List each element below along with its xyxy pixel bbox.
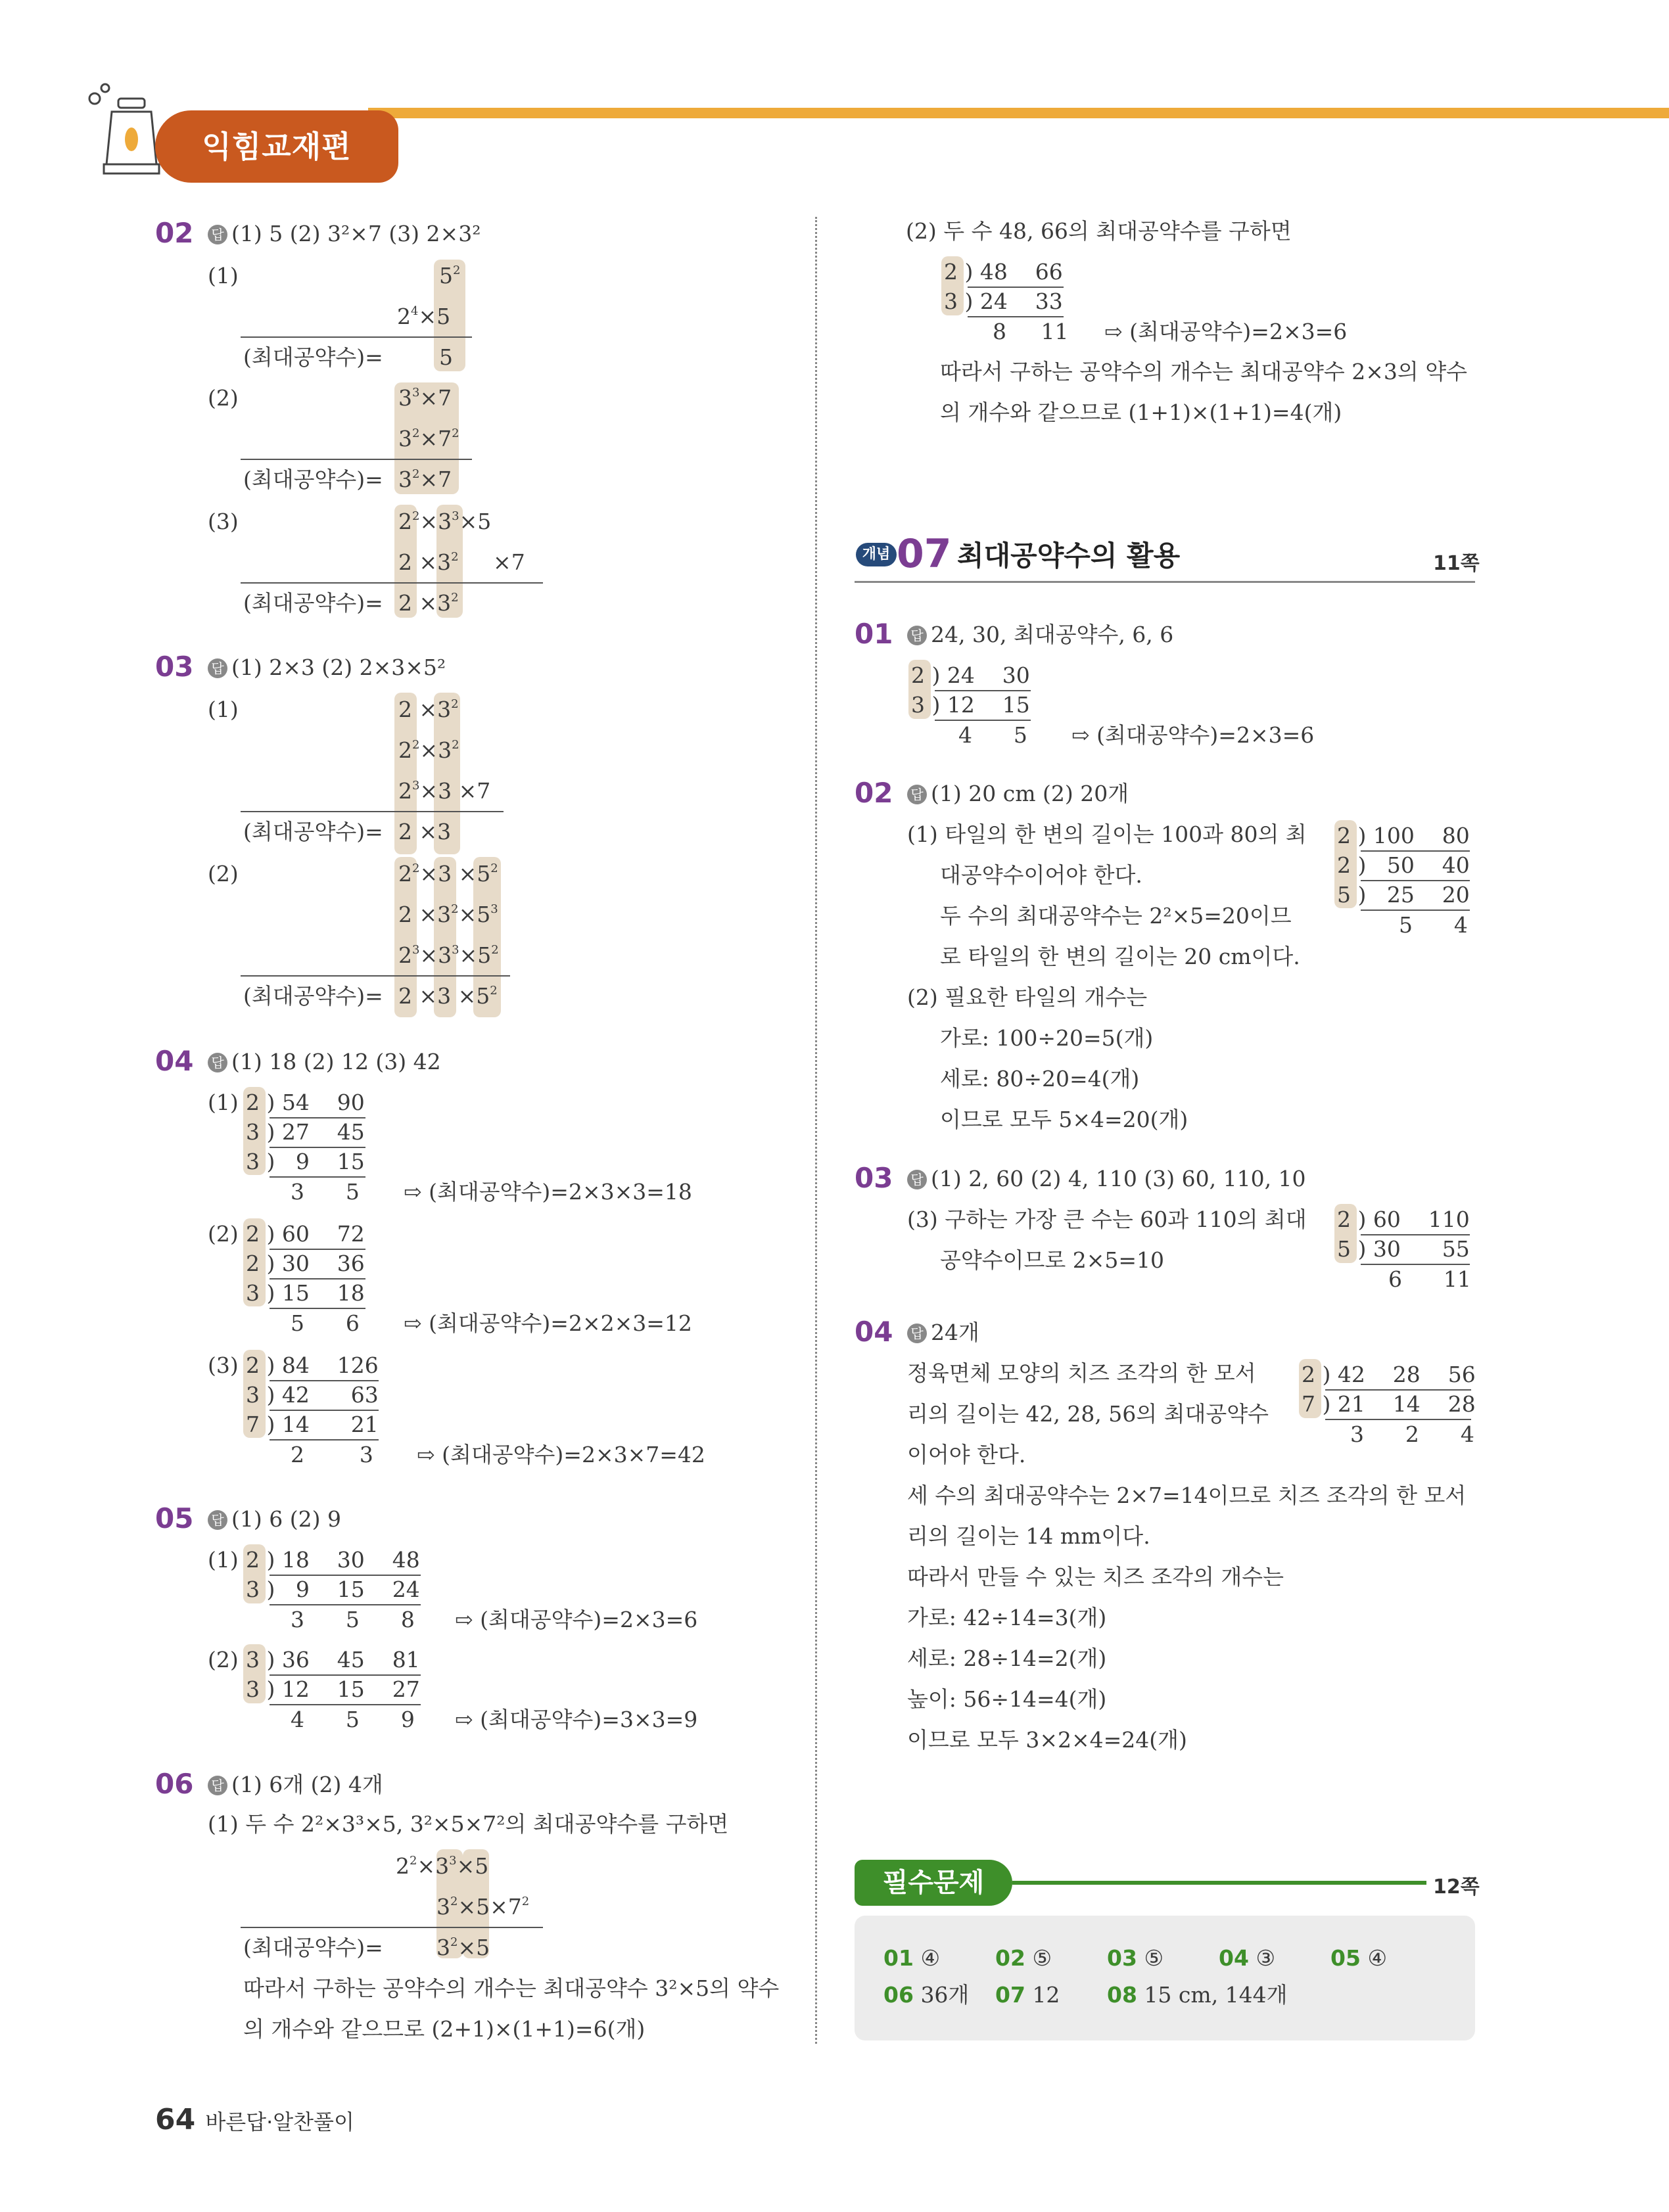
text-line: 가로: 42÷14=3(개)	[907, 1605, 1107, 1630]
division-row: 2 ) 42 28 56	[1302, 1362, 1476, 1387]
result: ⇨ (최대공약수)=2×3=6	[1104, 319, 1348, 344]
text-line: 리의 길이는 14 mm이다.	[907, 1523, 1150, 1549]
gcd-value: 2 ×3	[398, 819, 452, 844]
part-label: (1)	[208, 263, 239, 288]
division-row: 3 ) 12 15	[911, 692, 1030, 718]
answer-icon: 답	[208, 1776, 227, 1795]
part-label: (1)	[208, 1090, 239, 1115]
question-number: 04	[855, 1316, 893, 1348]
text-line: 의 개수와 같으므로 (1+1)×(1+1)=4(개)	[940, 400, 1342, 425]
division-row: 3 ) 15 18	[246, 1280, 365, 1306]
part-label: (2)	[208, 1647, 239, 1672]
division-row: 2 ) 84 126	[246, 1352, 379, 1378]
rule	[241, 459, 472, 460]
book-title: 바른답·알찬풀이	[205, 2109, 354, 2134]
part-label: (2)	[208, 861, 239, 887]
answer-icon: 답	[907, 626, 927, 645]
factor-row: $2^2\times 3^3\times 5$	[398, 509, 492, 534]
rule	[270, 1117, 365, 1118]
rule	[241, 811, 504, 812]
rule	[968, 287, 1064, 288]
required-answers-box	[855, 1916, 1475, 2040]
factor-row: $2 \times 3^2$	[398, 697, 459, 722]
text-line: 이므로 모두 5×4=20(개)	[940, 1107, 1188, 1132]
required-answer: 06 36개	[883, 1982, 970, 2008]
text-line: 따라서 구하는 공약수의 개수는 최대공약수 2×3의 약수	[940, 359, 1468, 384]
answer-icon: 답	[208, 1510, 227, 1530]
part-label: (3)	[208, 1352, 239, 1378]
gcd-value: 5	[439, 344, 453, 370]
required-title: 필수문제	[855, 1860, 1012, 1906]
question-number: 05	[155, 1502, 194, 1534]
gcd-value: $3^2\times 7$	[398, 467, 452, 492]
rule	[270, 1380, 379, 1381]
text-line: 의 개수와 같으므로 (2+1)×(1+1)=6(개)	[243, 2016, 646, 2042]
header-bar	[368, 108, 1669, 118]
required-answer: 07 12	[995, 1982, 1060, 2008]
question-number: 02	[855, 777, 893, 809]
division-row: 2 ) 54 90	[246, 1090, 365, 1115]
text-line: 두 수의 최대공약수는 2²×5=20이므	[940, 903, 1292, 929]
answer-icon: 답	[907, 1170, 927, 1189]
column-divider	[815, 217, 817, 2044]
rule	[241, 1927, 543, 1928]
page-number: 64	[155, 2103, 196, 2136]
gcd-label: (최대공약수)=	[243, 983, 383, 1009]
answer-line: 답 (1) 5 (2) 3²×7 (3) 2×3²	[208, 219, 481, 248]
required-answer: 01 ④	[883, 1945, 941, 1971]
division-row: 5 ) 30 55	[1337, 1236, 1470, 1262]
division-row: 7 ) 14 21	[246, 1412, 379, 1437]
text-line: 따라서 구하는 공약수의 개수는 최대공약수 3²×5의 약수	[243, 1975, 780, 2001]
division-row: 2 ) 48 66	[944, 259, 1063, 285]
division-row: 3 ) 24 33	[944, 288, 1063, 314]
division-row: 3 ) 36 45 81	[246, 1647, 420, 1672]
division-row: 2 ) 50 40	[1337, 852, 1470, 878]
text-line: (1) 두 수 2²×3³×5, 3²×5×7²의 최대공약수를 구하면	[208, 1811, 729, 1837]
answer-line: 답 (1) 2×3 (2) 2×3×5²	[208, 653, 446, 682]
factor-row: $2^3\times 3^3\times 5^2$	[398, 942, 499, 968]
gcd-label: (최대공약수)=	[243, 819, 383, 844]
part-label: (3)	[208, 509, 239, 534]
division-row: 3 ) 42 63	[246, 1382, 379, 1408]
rule	[241, 336, 472, 338]
rule	[270, 1575, 421, 1576]
factor-row: $2^3\times 3 \times 7$	[398, 778, 491, 804]
required-answer: 05 ④	[1330, 1945, 1388, 1971]
text-line: (2) 두 수 48, 66의 최대공약수를 구하면	[906, 218, 1292, 244]
division-row: 5 4	[1399, 912, 1468, 938]
question-number: 03	[155, 651, 194, 683]
rule	[270, 1249, 365, 1250]
rule	[1361, 880, 1470, 881]
factor-row: $3^2\times 7^2$	[398, 426, 459, 451]
section-tab: 익힘교재편	[155, 110, 398, 183]
text-line: (2) 필요한 타일의 개수는	[907, 984, 1148, 1010]
answer-icon: 답	[208, 658, 227, 678]
rule	[241, 582, 543, 584]
section-title: 최대공약수의 활용	[957, 540, 1181, 572]
page-ref: 12쪽	[1433, 1876, 1480, 1899]
page-ref: 11쪽	[1433, 552, 1480, 575]
section-rule	[855, 581, 1475, 583]
footer	[155, 2103, 354, 2136]
required-answer: 02 ⑤	[995, 1945, 1052, 1971]
rule	[241, 975, 510, 977]
answer-line: 답 (1) 6 (2) 9	[208, 1505, 341, 1534]
gcd-label: (최대공약수)=	[243, 467, 383, 492]
required-answer: 08 15 cm, 144개	[1107, 1982, 1288, 2008]
division-row: 2 ) 30 36	[246, 1251, 365, 1276]
text-line: 공약수이므로 2×5=10	[940, 1247, 1165, 1273]
rule	[1361, 1234, 1470, 1235]
result: ⇨ (최대공약수)=3×3=9	[455, 1707, 698, 1732]
gcd-value: $2 \times 3 \times 5^2$	[398, 983, 498, 1009]
factor-row: $2^2\times 3^2$	[398, 737, 459, 763]
factor-row: $2^2\times 3^3\times 5$	[396, 1853, 489, 1879]
text-line: 가로: 100÷20=5(개)	[940, 1025, 1154, 1051]
division-row: 3 5	[291, 1179, 360, 1205]
factor-row: $2 \times 3^2\times 5^3$	[398, 902, 498, 927]
answer-line: 답 (1) 18 (2) 12 (3) 42	[208, 1048, 441, 1076]
answer-icon: 답	[907, 785, 927, 804]
text-line: 정육면체 모양의 치즈 조각의 한 모서	[907, 1360, 1256, 1386]
text-line: 따라서 만들 수 있는 치즈 조각의 개수는	[907, 1564, 1284, 1590]
text-line: 세로: 80÷20=4(개)	[940, 1066, 1140, 1092]
division-row: 3 ) 12 15 27	[246, 1676, 420, 1702]
rule	[935, 690, 1031, 691]
answer-line: 답 (1) 2, 60 (2) 4, 110 (3) 60, 110, 10	[907, 1164, 1306, 1193]
gcd-value: $3^2\times 5$	[436, 1935, 490, 1960]
division-row: 2 ) 18 30 48	[246, 1547, 420, 1573]
factor-row: $3^2\times 5\times 7^2$	[436, 1894, 530, 1920]
division-row: 5 6	[291, 1310, 360, 1336]
division-row: 3 2 4	[1350, 1421, 1474, 1447]
part-label: (2)	[208, 1221, 239, 1247]
text-line: 대공약수이어야 한다.	[940, 862, 1142, 888]
question-number: 06	[155, 1768, 194, 1800]
answer-line: 답 24, 30, 최대공약수, 6, 6	[907, 620, 1173, 649]
answer-line: 답 24개	[907, 1318, 979, 1347]
factor-row: $2^4\times 5$	[397, 304, 451, 329]
question-number: 01	[855, 618, 893, 650]
part-label: (1)	[208, 1547, 239, 1573]
rule	[270, 1278, 365, 1279]
answer-icon: 답	[208, 1053, 227, 1072]
division-row: 6 11	[1388, 1266, 1471, 1292]
gcd-value: $2 \times 3^2$	[398, 590, 459, 616]
result: ⇨ (최대공약수)=2×3×7=42	[417, 1442, 705, 1467]
text-line: 세 수의 최대공약수는 2×7=14이므로 치즈 조각의 한 모서	[907, 1483, 1467, 1508]
division-row: 8 11	[993, 319, 1069, 344]
text-line: (3) 구하는 가장 큰 수는 60과 110의 최대	[907, 1207, 1307, 1232]
rule	[270, 1147, 365, 1148]
text-line: 이므로 모두 3×2×4=24(개)	[907, 1727, 1187, 1753]
division-row: 3 ) 9 15 24	[246, 1577, 420, 1602]
text-line: (1) 타일의 한 변의 길이는 100과 80의 최	[907, 821, 1307, 847]
required-rule	[1012, 1881, 1426, 1885]
division-row: 4 5 9	[291, 1707, 415, 1732]
answer-line: 답 (1) 6개 (2) 4개	[208, 1770, 383, 1799]
rule	[1325, 1389, 1471, 1391]
division-row: 2 ) 24 30	[911, 662, 1030, 688]
result: ⇨ (최대공약수)=2×3×3=18	[404, 1179, 692, 1205]
rule	[1361, 850, 1470, 852]
required-answer: 04 ③	[1219, 1945, 1276, 1971]
division-row: 3 ) 27 45	[246, 1119, 365, 1145]
text-line: 로 타일의 한 변의 길이는 20 cm이다.	[940, 944, 1300, 969]
text-line: 리의 길이는 42, 28, 56의 최대공약수	[907, 1401, 1269, 1427]
rule	[270, 1674, 421, 1676]
result: ⇨ (최대공약수)=2×3=6	[1071, 722, 1315, 748]
text-line: 세로: 28÷14=2(개)	[907, 1646, 1107, 1671]
text-line: 높이: 56÷14=4(개)	[907, 1686, 1107, 1712]
text-line: 이어야 한다.	[907, 1442, 1026, 1467]
division-row: 2 ) 100 80	[1337, 823, 1470, 848]
gcd-label: (최대공약수)=	[243, 590, 383, 616]
section-number: 07	[897, 531, 952, 577]
factor-row: $2 \times 3^2$ ×7	[398, 549, 525, 575]
answer-line: 답 (1) 20 cm (2) 20개	[907, 779, 1129, 808]
gcd-label: (최대공약수)=	[243, 344, 383, 370]
factor-row: $2^2\times 3 \times 5^2$	[398, 861, 498, 887]
result: ⇨ (최대공약수)=2×3=6	[455, 1607, 698, 1632]
result: ⇨ (최대공약수)=2×2×3=12	[404, 1310, 692, 1336]
gcd-label: (최대공약수)=	[243, 1935, 383, 1960]
question-number: 02	[155, 217, 194, 249]
division-row: 5 ) 25 20	[1337, 882, 1470, 908]
division-row: 2 ) 60 110	[1337, 1207, 1470, 1232]
division-row: 2 ) 60 72	[246, 1221, 365, 1247]
question-number: 03	[855, 1162, 893, 1194]
question-number: 04	[155, 1045, 194, 1077]
division-row: 4 5	[958, 722, 1027, 748]
factor-row: $5^2$	[439, 263, 461, 288]
division-row: 3 5 8	[291, 1607, 415, 1632]
answer-icon: 답	[208, 225, 227, 244]
answer-icon: 답	[907, 1324, 927, 1343]
division-row: 3 ) 9 15	[246, 1149, 365, 1174]
factor-row: $3^3\times 7$	[398, 385, 452, 411]
required-answer: 03 ⑤	[1107, 1945, 1164, 1971]
division-row: 7 ) 21 14 28	[1302, 1391, 1476, 1417]
concept-badge: 개념	[856, 543, 897, 566]
part-label: (2)	[208, 385, 239, 411]
division-row: 2 3	[291, 1442, 373, 1467]
rule	[270, 1410, 379, 1411]
part-label: (1)	[208, 697, 239, 722]
